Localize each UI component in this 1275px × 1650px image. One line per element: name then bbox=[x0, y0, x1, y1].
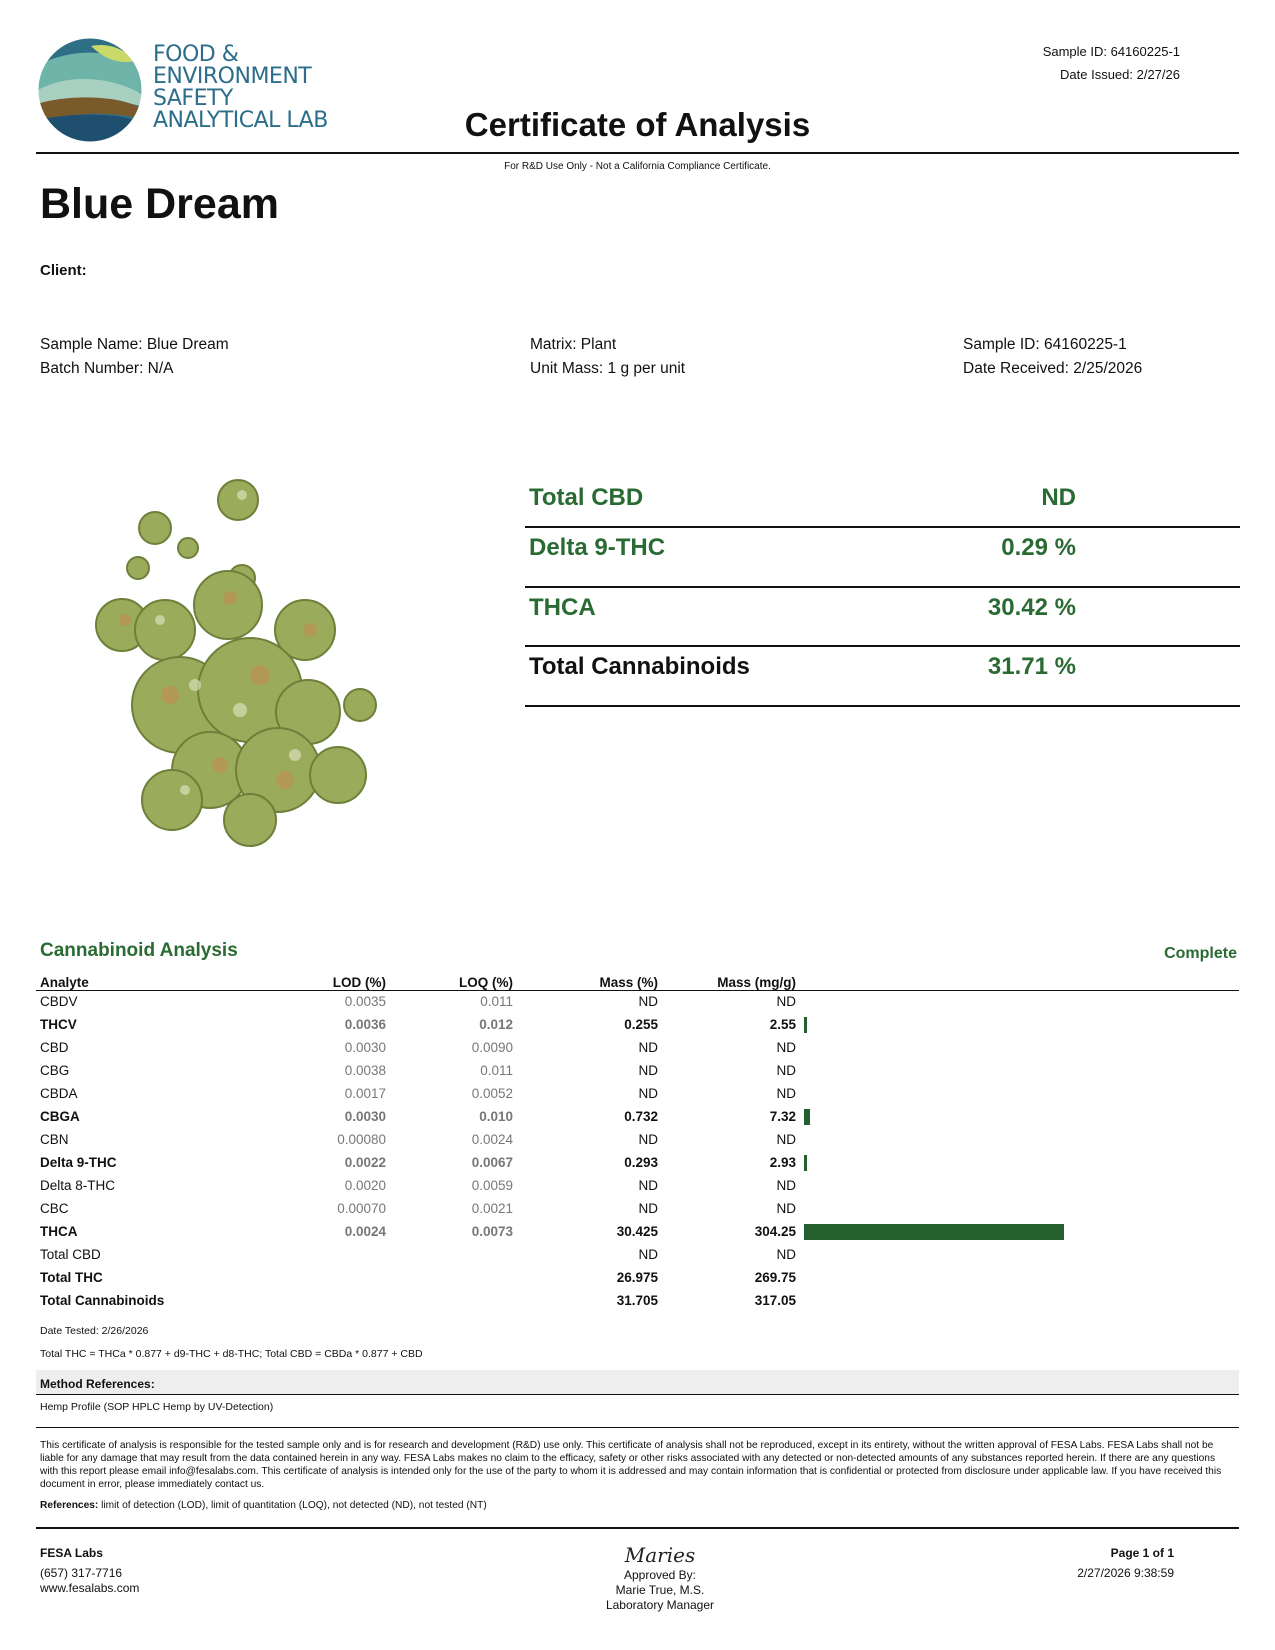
column-header: LOQ (%) bbox=[388, 970, 515, 990]
table-row bbox=[36, 1289, 1239, 1312]
lod-cell bbox=[258, 1266, 388, 1289]
mass-pct-cell: ND bbox=[638, 1086, 658, 1101]
footer-company bbox=[40, 1546, 139, 1596]
table-row bbox=[36, 1013, 1239, 1036]
column-header: Analyte bbox=[36, 970, 258, 990]
mass-bar-cell bbox=[798, 1289, 1239, 1312]
mass-pct-cell: 0.732 bbox=[624, 1109, 658, 1124]
summary-value: 30.42 % bbox=[987, 593, 1076, 621]
lod-cell: 0.0024 bbox=[344, 1224, 386, 1239]
lod-cell: 0.0036 bbox=[344, 1017, 386, 1032]
header-date-issued: Date Issued: 2/27/26 bbox=[1060, 67, 1180, 82]
references bbox=[40, 1500, 487, 1511]
table-row bbox=[36, 1243, 1239, 1266]
loq-cell bbox=[388, 1289, 515, 1312]
loq-cell: 0.010 bbox=[479, 1109, 513, 1124]
mass-bar-cell bbox=[798, 1151, 1239, 1174]
unit-mass: Unit Mass: 1 g per unit bbox=[530, 360, 686, 377]
mass-mg-cell: 269.75 bbox=[754, 1270, 796, 1285]
footer-page-info bbox=[1077, 1546, 1174, 1581]
references-label: References: bbox=[40, 1500, 99, 1511]
mass-mg-cell: 304.25 bbox=[754, 1224, 796, 1239]
table-row bbox=[36, 1036, 1239, 1059]
loq-cell: 0.0067 bbox=[471, 1155, 513, 1170]
mass-mg-cell: 2.93 bbox=[769, 1155, 796, 1170]
mass-bar-cell bbox=[798, 1220, 1239, 1243]
approved-by-label: Approved By: bbox=[623, 1568, 697, 1582]
mass-bar-cell bbox=[798, 1243, 1239, 1266]
analyte-cell: CBG bbox=[40, 1063, 70, 1078]
summary-label: THCA bbox=[529, 593, 596, 621]
mass-pct-cell: ND bbox=[638, 1132, 658, 1147]
date-received: Date Received: 2/25/2026 bbox=[963, 360, 1143, 377]
mass-pct-cell: 30.425 bbox=[616, 1224, 658, 1239]
mass-pct-cell: ND bbox=[638, 1247, 658, 1262]
mass-mg-cell: ND bbox=[776, 994, 796, 1010]
matrix: Matrix: Plant bbox=[530, 336, 617, 353]
mass-pct-cell: ND bbox=[638, 1201, 658, 1216]
loq-cell bbox=[388, 1266, 515, 1289]
mass-bar-cell bbox=[798, 1128, 1239, 1151]
mass-mg-cell: ND bbox=[776, 1247, 796, 1262]
table-header-row bbox=[36, 970, 1239, 990]
header-divider bbox=[36, 152, 1239, 154]
company-website[interactable]: www.fesalabs.com bbox=[40, 1581, 140, 1595]
loq-cell: 0.011 bbox=[480, 1063, 513, 1078]
disclaimer: This certificate of analysis is responsible for the tested sample only and is for research and development (R&D) use only. This certificate of analysis shall not be reproduced, except in its entirety, without the written approval of FESA Labs. FESA Labs shall not be liable for any damage that may result from the data contained herein in any way. FESA Labs makes no claim to the efficacy, safety or other risks associated with any detected or non-detected amounts of any substances reported herein. If there are any questions with this report please email info@fesalabs.com. This certificate of analysis is intended only for the use of the party to whom it is addressed and may contain information that is confidential or protected from disclosure under applicable law. If you have received this document in error, please immediately contact us. bbox=[40, 1440, 1222, 1490]
mass-pct-cell: 26.975 bbox=[616, 1270, 658, 1285]
loq-cell: 0.0090 bbox=[471, 1040, 513, 1055]
column-header: LOD (%) bbox=[258, 970, 388, 990]
mass-bar-cell bbox=[798, 1036, 1239, 1059]
table-row bbox=[36, 1151, 1239, 1174]
column-header: Mass (%) bbox=[515, 970, 660, 990]
mass-pct-cell: ND bbox=[638, 1178, 658, 1193]
total-formula: Total THC = THCa * 0.877 + d9-THC + d8-THC; Total CBD = CBDa * 0.877 + CBD bbox=[40, 1348, 423, 1360]
mass-mg-cell: ND bbox=[776, 1086, 796, 1101]
lod-cell: 0.0030 bbox=[344, 1040, 386, 1055]
table-row bbox=[36, 1220, 1239, 1243]
product-name: Blue Dream bbox=[40, 180, 279, 228]
mass-bar-cell bbox=[798, 1174, 1239, 1197]
company-name: FESA Labs bbox=[40, 1546, 103, 1560]
mass-pct-cell: ND bbox=[638, 994, 658, 1010]
approver-name: Marie True, M.S. bbox=[615, 1583, 705, 1597]
mass-bar bbox=[804, 1155, 807, 1171]
report-timestamp: 2/27/2026 9:38:59 bbox=[1077, 1566, 1174, 1580]
potency-summary bbox=[525, 484, 1240, 707]
cannabinoid-table bbox=[36, 970, 1239, 1312]
analysis-title: Cannabinoid Analysis bbox=[40, 940, 238, 961]
loq-cell: 0.0024 bbox=[471, 1132, 513, 1147]
summary-row-delta9-thc bbox=[525, 528, 1240, 588]
mass-mg-cell: ND bbox=[776, 1178, 796, 1193]
analyte-cell: CBDA bbox=[40, 1086, 78, 1101]
mass-bar-cell bbox=[798, 1013, 1239, 1036]
company-phone: (657) 317-7716 bbox=[40, 1566, 123, 1580]
summary-row-total-cbd bbox=[525, 484, 1240, 528]
page-subtitle: For R&D Use Only - Not a California Compliance Certificate. bbox=[504, 161, 771, 172]
product-photo bbox=[60, 470, 420, 890]
signature-text: Maries bbox=[624, 1543, 696, 1567]
page-number: Page 1 of 1 bbox=[1110, 1546, 1174, 1560]
loq-cell: 0.0052 bbox=[471, 1086, 513, 1101]
lod-cell: 0.0030 bbox=[344, 1109, 386, 1124]
info-column-3 bbox=[963, 333, 1142, 381]
analyte-cell: THCA bbox=[40, 1224, 78, 1239]
analyte-cell: CBD bbox=[40, 1040, 69, 1055]
approver-title: Laboratory Manager bbox=[605, 1598, 715, 1612]
client-label: Client: bbox=[40, 262, 87, 279]
loq-cell bbox=[388, 1243, 515, 1266]
mass-bar bbox=[804, 1224, 1064, 1240]
mass-mg-cell: 2.55 bbox=[769, 1017, 796, 1032]
analyte-cell: Delta 9-THC bbox=[40, 1155, 117, 1170]
lod-cell: 0.0035 bbox=[344, 994, 386, 1010]
signature-image bbox=[615, 1542, 705, 1568]
summary-row-thca bbox=[525, 588, 1240, 648]
lod-cell bbox=[258, 1243, 388, 1266]
mass-mg-cell: ND bbox=[776, 1063, 796, 1078]
analyte-cell: THCV bbox=[40, 1017, 77, 1032]
summary-value: ND bbox=[1041, 484, 1076, 511]
table-row bbox=[36, 1105, 1239, 1128]
method-divider bbox=[36, 1427, 1239, 1428]
info-sample-id: Sample ID: 64160225-1 bbox=[963, 336, 1127, 353]
mass-pct-cell: 0.255 bbox=[624, 1017, 658, 1032]
mass-pct-cell: ND bbox=[638, 1040, 658, 1055]
analyte-cell: CBGA bbox=[40, 1109, 80, 1124]
loq-cell: 0.012 bbox=[479, 1017, 513, 1032]
mass-mg-cell: 7.32 bbox=[769, 1109, 796, 1124]
table-row bbox=[36, 1266, 1239, 1289]
table-row bbox=[36, 1174, 1239, 1197]
logo-line-4: ANALYTICAL LAB bbox=[153, 108, 328, 133]
column-header-bar bbox=[798, 970, 1239, 990]
analyte-cell: Total CBD bbox=[40, 1247, 101, 1262]
mass-bar-cell bbox=[798, 990, 1239, 1013]
summary-label: Delta 9-THC bbox=[529, 534, 666, 561]
lod-cell: 0.0022 bbox=[344, 1155, 386, 1170]
loq-cell: 0.0021 bbox=[471, 1201, 513, 1216]
method-references-heading: Method References: bbox=[36, 1370, 1239, 1395]
header-sample-id: Sample ID: 64160225-1 bbox=[1042, 44, 1180, 59]
table-row bbox=[36, 1059, 1239, 1082]
mass-mg-cell: ND bbox=[776, 1201, 796, 1216]
mass-mg-cell: ND bbox=[776, 1132, 796, 1147]
loq-cell: 0.0073 bbox=[471, 1224, 513, 1239]
batch-number: Batch Number: N/A bbox=[40, 360, 174, 377]
mass-bar-cell bbox=[798, 1105, 1239, 1128]
analyte-cell: CBC bbox=[40, 1201, 69, 1216]
summary-value: 31.71 % bbox=[987, 653, 1076, 680]
lod-cell bbox=[258, 1289, 388, 1312]
method-references-body: Hemp Profile (SOP HPLC Hemp by UV-Detection) bbox=[40, 1401, 274, 1413]
header-ids bbox=[1043, 40, 1180, 86]
summary-label: Total Cannabinoids bbox=[529, 653, 750, 680]
mass-bar-cell bbox=[798, 1059, 1239, 1082]
loq-cell: 0.0059 bbox=[471, 1178, 513, 1193]
lod-cell: 0.0038 bbox=[344, 1063, 386, 1078]
info-column-1 bbox=[40, 333, 229, 381]
column-header: Mass (mg/g) bbox=[660, 970, 798, 990]
mass-bar-cell bbox=[798, 1082, 1239, 1105]
lod-cell: 0.00070 bbox=[337, 1201, 386, 1216]
mass-mg-cell: 317.05 bbox=[754, 1293, 796, 1308]
mass-pct-cell: 0.293 bbox=[624, 1155, 658, 1170]
lod-cell: 0.0020 bbox=[344, 1178, 386, 1193]
analyte-cell: Delta 8-THC bbox=[40, 1178, 116, 1193]
date-tested: Date Tested: 2/26/2026 bbox=[40, 1325, 149, 1337]
mass-bar-cell bbox=[798, 1266, 1239, 1289]
info-column-2 bbox=[530, 333, 685, 381]
table-body bbox=[36, 990, 1239, 1312]
logo-line-3: SAFETY bbox=[153, 86, 233, 111]
logo-line-2: ENVIRONMENT bbox=[153, 64, 312, 89]
table-row bbox=[36, 1197, 1239, 1220]
mass-pct-cell: 31.705 bbox=[616, 1293, 658, 1308]
logo-line-1: FOOD & bbox=[153, 42, 239, 67]
table-row bbox=[36, 990, 1239, 1013]
lod-cell: 0.0017 bbox=[344, 1086, 386, 1101]
references-text: limit of detection (LOD), limit of quantitation (LOQ), not detected (ND), not tested (NT) bbox=[98, 1500, 487, 1511]
loq-cell: 0.011 bbox=[480, 994, 513, 1010]
analyte-cell: CBDV bbox=[40, 994, 78, 1010]
summary-label: Total CBD bbox=[529, 484, 644, 511]
table-row bbox=[36, 1082, 1239, 1105]
analyte-cell: CBN bbox=[40, 1132, 69, 1147]
sample-name: Sample Name: Blue Dream bbox=[40, 336, 229, 353]
mass-bar bbox=[804, 1017, 807, 1033]
footer-divider bbox=[36, 1527, 1239, 1529]
table-row bbox=[36, 1128, 1239, 1151]
mass-bar bbox=[804, 1109, 810, 1125]
lod-cell: 0.00080 bbox=[337, 1132, 386, 1147]
mass-mg-cell: ND bbox=[776, 1040, 796, 1055]
analyte-cell: Total Cannabinoids bbox=[40, 1293, 165, 1308]
analysis-status: Complete bbox=[1164, 945, 1237, 962]
summary-value: 0.29 % bbox=[1001, 534, 1076, 561]
analyte-cell: Total THC bbox=[40, 1270, 103, 1285]
page-title: Certificate of Analysis bbox=[464, 106, 811, 143]
summary-row-total-cannabinoids bbox=[525, 647, 1240, 707]
mass-pct-cell: ND bbox=[638, 1063, 658, 1078]
footer-approval bbox=[550, 1542, 770, 1613]
mass-bar-cell bbox=[798, 1197, 1239, 1220]
